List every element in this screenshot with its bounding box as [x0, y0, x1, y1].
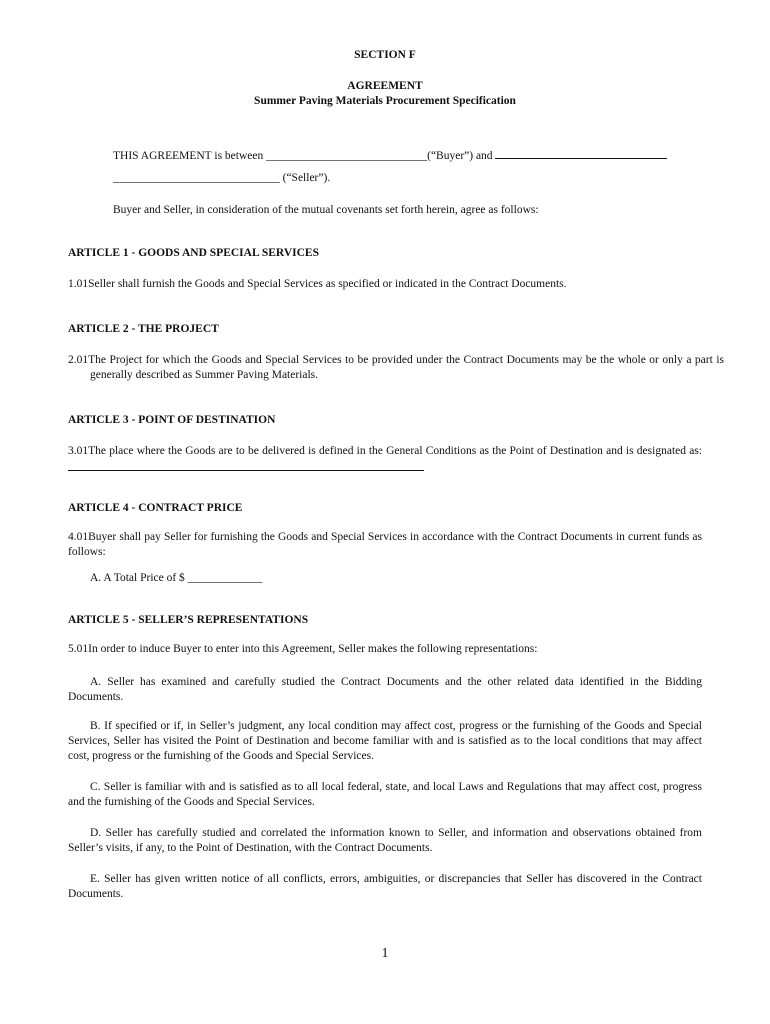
article-2-heading: ARTICLE 2 - THE PROJECT — [68, 323, 219, 335]
recital-text: Buyer and Seller, in consideration of the mutual covenants set forth herein, agree as follows: — [113, 204, 539, 216]
article-5-item-a: A. Seller has examined and carefully studied the Contract Documents and the other related data identified in the Bidding Documents. — [68, 676, 702, 703]
article-5-item-c: C. Seller is familiar with and is satisfied as to all local federal, state, and local Laws and Regulations that may affect cost, progress and the furnishing of the Goods and Special Services. — [68, 781, 702, 808]
buyer-label: (“Buyer”) and — [427, 150, 493, 162]
article-1-paragraph: 1.01Seller shall furnish the Goods and Special Services as specified or indicated in the Contract Documents. — [68, 278, 567, 290]
article-3-heading: ARTICLE 3 - POINT OF DESTINATION — [68, 414, 276, 426]
document-title: AGREEMENT — [347, 80, 423, 92]
seller-blank: _____________________________ — [113, 172, 280, 184]
intro-line-1 — [113, 147, 703, 164]
article-1-heading: ARTICLE 1 - GOODS AND SPECIAL SERVICES — [68, 247, 319, 259]
intro-line-2 — [113, 171, 703, 186]
destination-line — [68, 459, 424, 471]
section-label: SECTION F — [354, 49, 416, 61]
page-number: 1 — [381, 946, 389, 961]
article-5-item-b: B. If specified or if, in Seller’s judgment, any local condition may affect cost, progress or the furnishing of the Goods and Special Services, Seller has visited the Point of Destination and become familiar with and is satisfied as to the local conditions that may affect cost, progress or the furnishing of the Goods and Special Services. — [68, 720, 702, 762]
article-4-heading: ARTICLE 4 - CONTRACT PRICE — [68, 502, 243, 514]
article-4-item-a: A. A Total Price of $ _____________ — [90, 572, 263, 584]
article-5-heading: ARTICLE 5 - SELLER’S REPRESENTATIONS — [68, 614, 309, 626]
article-5-item-e: E. Seller has given written notice of all conflicts, errors, ambiguities, or discrepancies that Seller has discovered in the Contract Documents. — [68, 873, 702, 900]
intro-prefix: THIS AGREEMENT is between — [113, 150, 264, 162]
article-2-paragraph: 2.01The Project for which the Goods and Special Services to be provided under the Contract Documents may be the whole or only a part is generally described as Summer Paving Materials. — [68, 354, 724, 381]
article-5-item-d: D. Seller has carefully studied and correlated the information known to Seller, and information and observations obtained from Seller’s visits, if any, to the Point of Destination, with the Contract Documents. — [68, 827, 702, 854]
article-4-paragraph: 4.01Buyer shall pay Seller for furnishing the Goods and Special Services in accordance with the Contract Documents in current funds as follows: — [68, 531, 702, 558]
seller-name-line — [495, 147, 667, 159]
seller-label: (“Seller”). — [282, 172, 331, 184]
article-3-text: 3.01The place where the Goods are to be delivered is defined in the General Conditions as the Point of Destination and is designated as: — [68, 445, 702, 457]
document-subtitle: Summer Paving Materials Procurement Specification — [254, 95, 516, 107]
article-5-paragraph: 5.01In order to induce Buyer to enter into this Agreement, Seller makes the following representations: — [68, 643, 538, 655]
buyer-blank: ____________________________ — [266, 150, 428, 162]
article-3-paragraph — [68, 444, 702, 476]
